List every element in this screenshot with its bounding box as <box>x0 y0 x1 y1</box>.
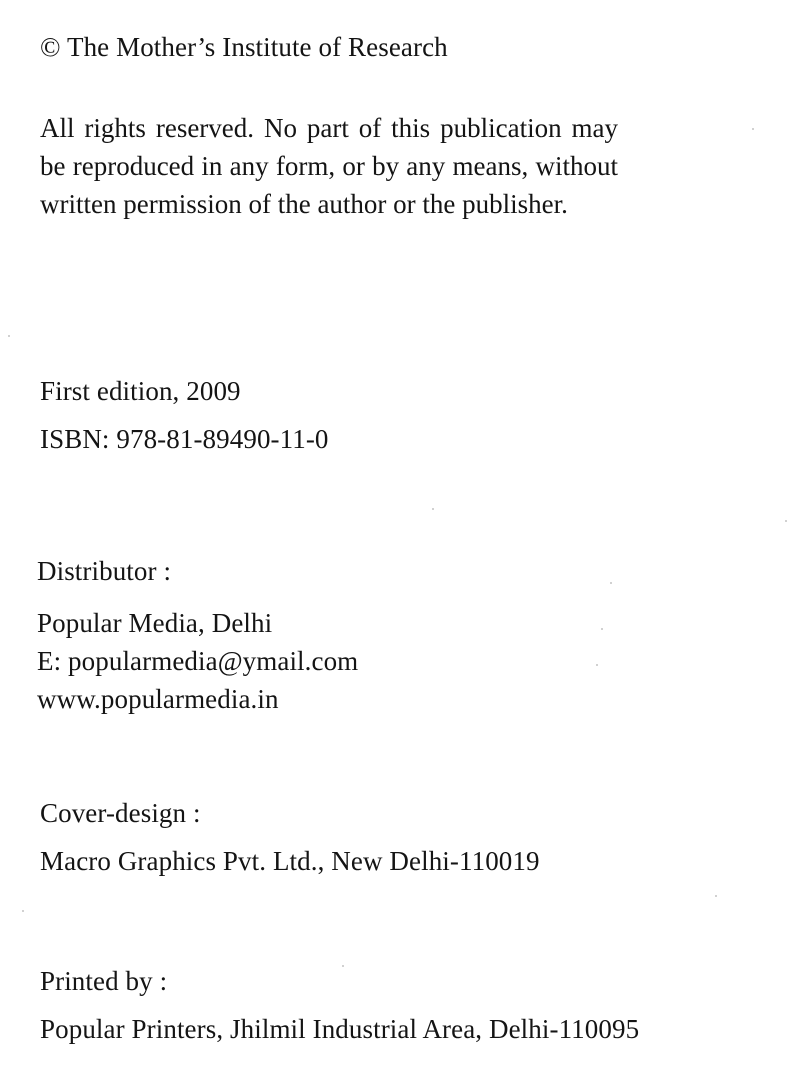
rights-statement: All rights reserved. No part of this publication may be reproduced in any form, or by any means, without written permission of the author or the publisher. <box>40 113 618 219</box>
scan-speck <box>432 508 434 510</box>
distributor-website: www.popularmedia.in <box>37 684 279 714</box>
scan-speck <box>601 628 603 630</box>
scan-speck <box>22 910 24 912</box>
cover-design-heading: Cover-design : <box>40 798 201 828</box>
scan-speck <box>610 582 612 584</box>
isbn-line: ISBN: 978-81-89490-11-0 <box>40 424 329 454</box>
scan-speck <box>8 335 10 337</box>
distributor-email: E: popularmedia@ymail.com <box>37 646 359 676</box>
printed-by-value: Popular Printers, Jhilmil Industrial Area, Delhi-110095 <box>40 1014 640 1044</box>
cover-design-value: Macro Graphics Pvt. Ltd., New Delhi-110019 <box>40 846 540 876</box>
scan-speck <box>785 520 787 522</box>
distributor-name: Popular Media, Delhi <box>37 608 273 638</box>
scan-speck <box>596 664 598 666</box>
distributor-heading: Distributor : <box>37 556 172 586</box>
copyright-line: © The Mother’s Institute of Research <box>40 32 448 62</box>
printed-by-heading: Printed by : <box>40 966 168 996</box>
scan-speck <box>715 895 717 897</box>
scan-speck <box>752 128 754 130</box>
edition-line: First edition, 2009 <box>40 376 241 406</box>
scan-speck <box>342 965 344 967</box>
